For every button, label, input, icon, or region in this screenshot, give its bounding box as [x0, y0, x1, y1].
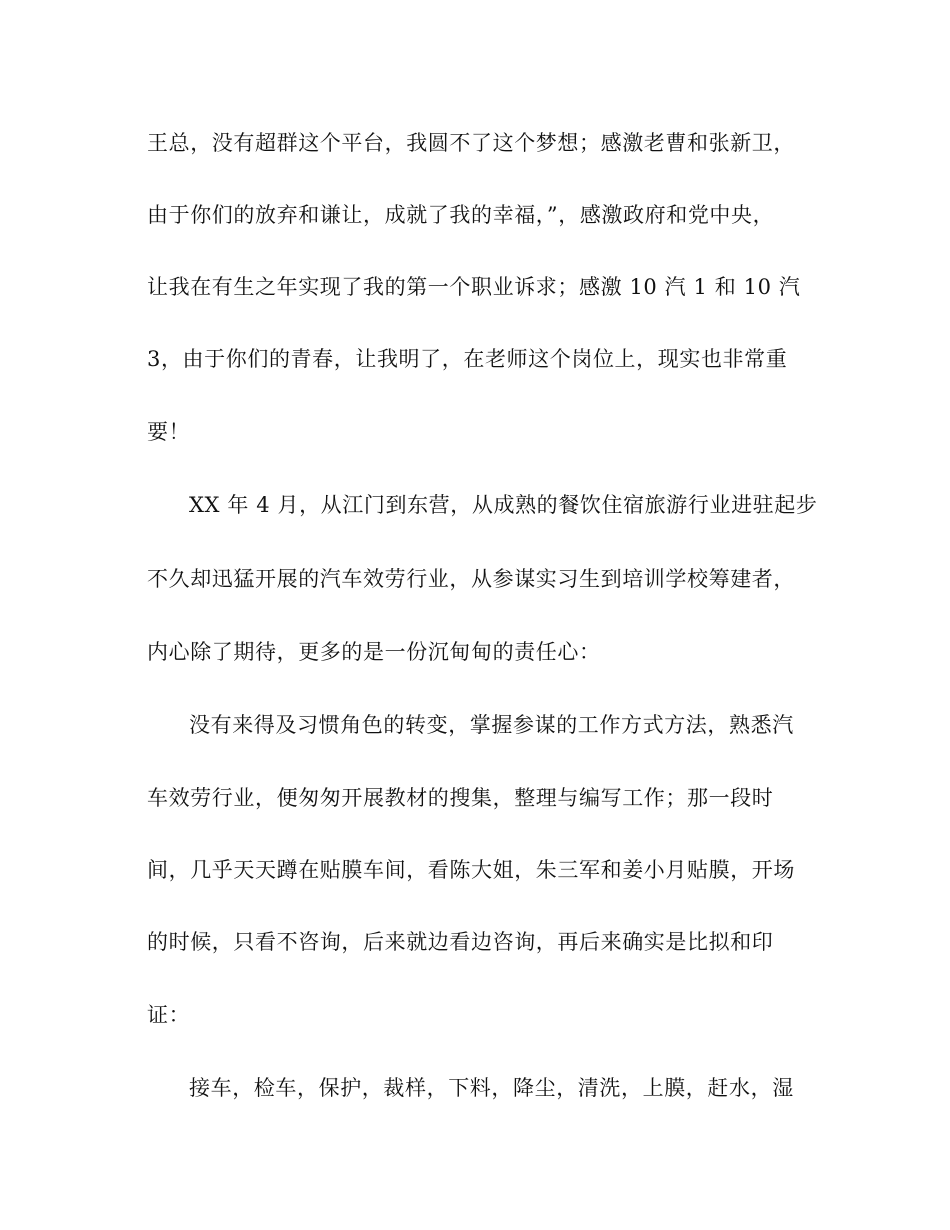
text-line: 车效劳行业，便匆匆开展教材的搜集，整理与编写工作；那一段时 — [147, 786, 774, 810]
text-line: 3，由于你们的青春，让我明了，在老师这个岗位上，现实也非常重 — [147, 347, 788, 371]
text-line: 证： — [147, 1003, 191, 1027]
text-line: 要！ — [147, 420, 191, 444]
text-line: 让我在有生之年实现了我的第一个职业诉求；感激 10 汽 1 和 10 汽 — [147, 275, 801, 299]
paragraph-first-line: 接车，检车，保护，裁样，下料，降尘，清洗，上膜，赶水，湿 — [189, 1076, 794, 1100]
paragraph-first-line: XX 年 4 月，从江门到东营，从成熟的餐饮住宿旅游行业进驻起步 — [189, 493, 818, 517]
text-line: 王总，没有超群这个平台，我圆不了这个梦想；感激老曹和张新卫， — [147, 131, 795, 155]
text-line: 不久却迅猛开展的汽车效劳行业，从参谋实习生到培训学校筹建者， — [147, 567, 795, 591]
text-line: 的时候，只看不咨询，后来就边看边咨询，再后来确实是比拟和印 — [147, 930, 774, 954]
text-line: 内心除了期待，更多的是一份沉甸甸的责任心： — [147, 640, 601, 664]
text-line: 间，几乎天天蹲在贴膜车间，看陈大姐，朱三军和姜小月贴膜，开场 — [147, 858, 795, 882]
paragraph-first-line: 没有来得及习惯角色的转变，掌握参谋的工作方式方法，熟悉汽 — [189, 713, 794, 737]
text-line: 由于你们的放弃和谦让，成就了我的幸福，”，感激政府和党中央， — [147, 203, 775, 227]
